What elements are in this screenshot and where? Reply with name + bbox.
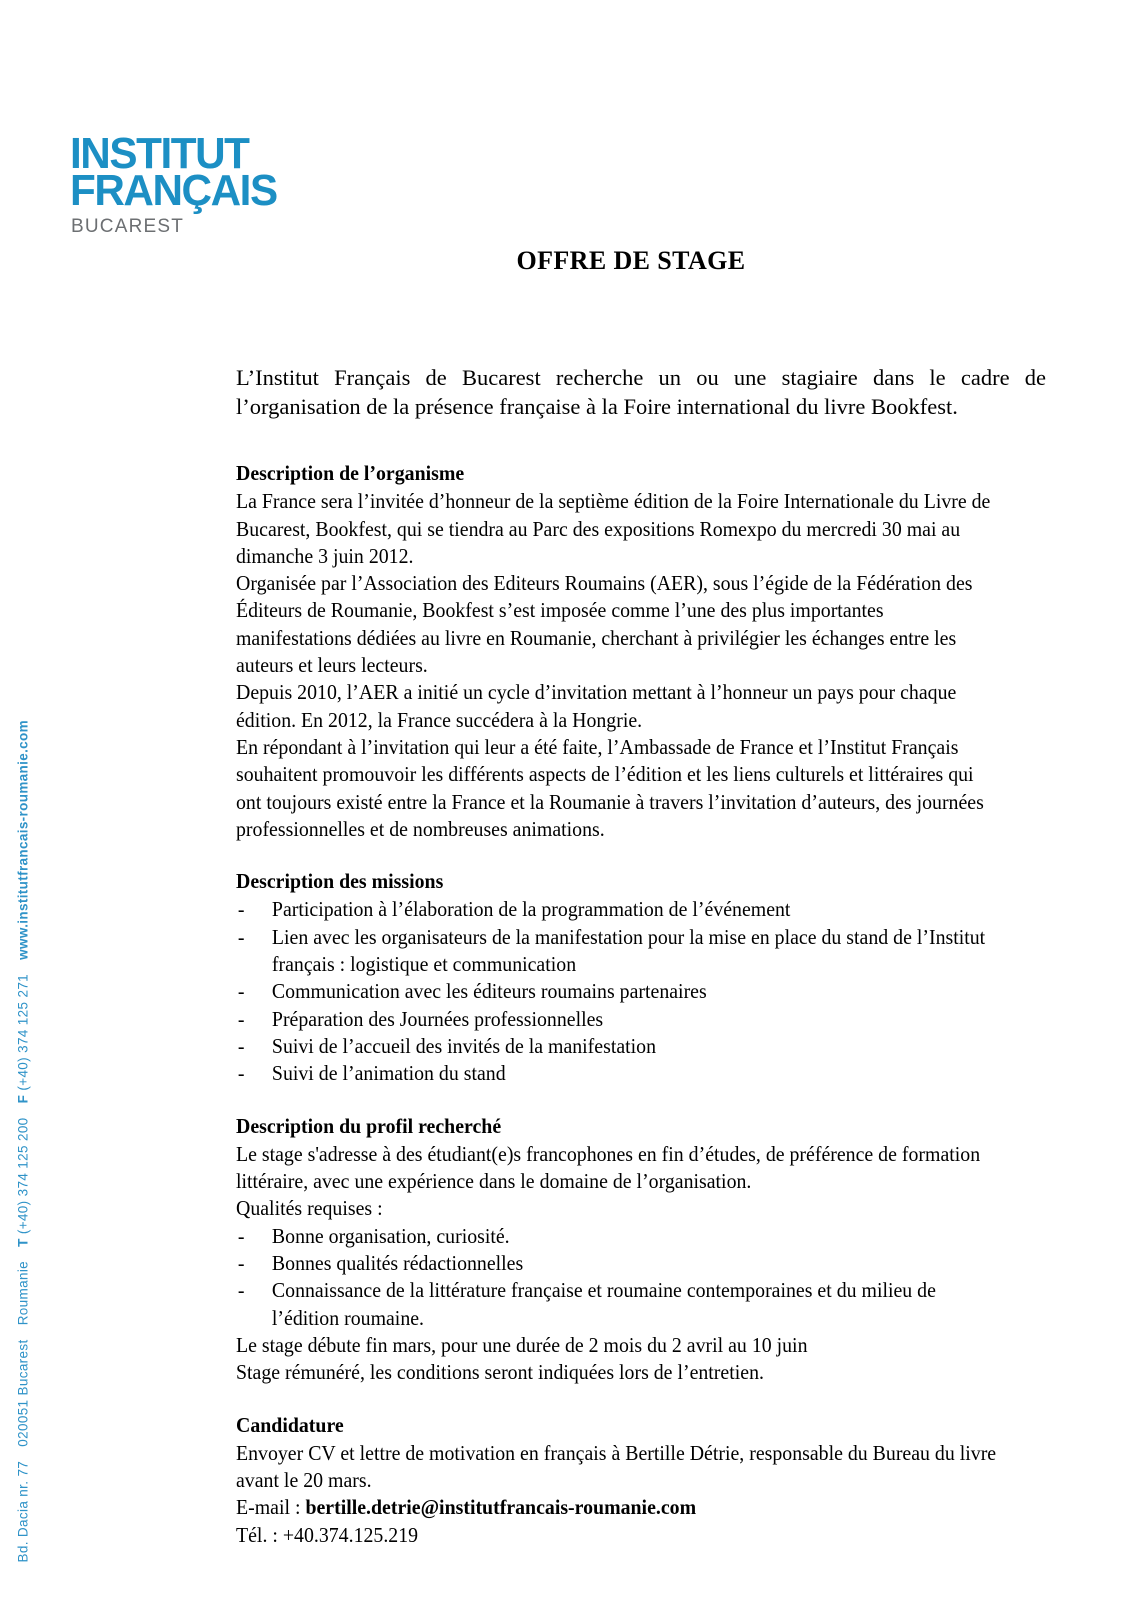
sidebar-postal-city: 020051 Bucarest: [15, 1338, 31, 1447]
section-heading-candidature: Candidature: [236, 1412, 344, 1437]
list-item-text: Participation à l’élaboration de la programmation de l’événement: [271, 897, 791, 922]
list-item: [236, 1223, 1003, 1250]
sidebar-contact-strip: [0, 0, 64, 1600]
sidebar-address: Bd. Dacia nr. 77: [15, 1460, 31, 1562]
list-item: [236, 1060, 1003, 1087]
logo-line-francais: FRANÇAIS: [70, 166, 277, 216]
email-label: E-mail :: [236, 1495, 306, 1520]
page-title: OFFRE DE STAGE: [516, 246, 746, 275]
list-item-text: Suivi de l’animation du stand: [271, 1061, 506, 1086]
section-spacer: [236, 1088, 1003, 1113]
list-item-text: Connaissance de la littérature française et roumaine contemporaines et du milieu de l’édition roumaine.: [271, 1278, 936, 1330]
list-item-text: Lien avec les organisateurs de la manifestation pour la mise en place du stand de l’Institut français : logistique et communication: [271, 924, 986, 977]
sidebar-country: Roumanie: [15, 1260, 31, 1325]
candidature-paragraph: Envoyer CV et lettre de motivation en français à Bertille Détrie, responsable du Bureau du livre avant le 20 mars.: [236, 1440, 997, 1493]
dash-bullet-icon: -: [237, 1061, 245, 1086]
section-spacer: [236, 843, 1003, 868]
dash-bullet-icon: -: [237, 897, 245, 922]
logo-subtitle-bucarest: BUCAREST: [71, 216, 185, 238]
list-item: [236, 1277, 1003, 1332]
list-item-text: Communication avec les éditeurs roumains partenaires: [271, 979, 707, 1004]
sidebar-tel-label: T: [15, 1237, 31, 1247]
document-sections: [236, 460, 1003, 1549]
sidebar-fax-value: (+40) 374 125 271: [15, 973, 31, 1091]
dash-bullet-icon: -: [237, 1006, 245, 1031]
section-heading-missions: Description des missions: [236, 869, 444, 894]
qualites-label: Qualités requises :: [236, 1196, 383, 1221]
sidebar-contact-text: [17, 720, 31, 1563]
phone-line: Tél. : +40.374.125.219: [236, 1522, 419, 1547]
list-item: [236, 1250, 1003, 1277]
organisme-paragraph: Organisée par l’Association des Editeurs Roumains (AER), sous l’égide de la Fédération des Éditeurs de Roumanie, Bookfest s’est imposée comme l’une des plus importantes manifestations dédiées au livre en Roumanie, cherchant à privilégier les échanges entre les auteurs et leurs lecteurs.: [236, 571, 973, 678]
organisme-paragraph: En répondant à l’invitation qui leur a été faite, l’Ambassade de France et l’Institut Français souhaitent promouvoir les différents aspects de l’édition et les liens culturels et littéraires qui ont toujours existé entre la France et la Roumanie à travers l’invitation d’auteurs, des journées professionnelles et de nombreuses animations.: [236, 734, 984, 841]
email-address[interactable]: bertille.detrie@institutfrancais-roumanie.com: [305, 1495, 697, 1520]
dash-bullet-icon: -: [237, 1278, 245, 1303]
dash-bullet-icon: -: [237, 1251, 245, 1276]
profil-paragraph: Le stage s'adresse à des étudiant(e)s francophones en fin d’études, de préférence de formation littéraire, avec une expérience dans le domaine de l’organisation.: [236, 1141, 981, 1194]
profil-paragraph: Stage rémunéré, les conditions seront indiquées lors de l’entretien.: [236, 1360, 764, 1385]
institut-francais-logo: [70, 129, 330, 238]
list-item: [236, 1033, 1003, 1060]
sidebar-website[interactable]: www.institutfrancais-roumanie.com: [15, 719, 31, 960]
list-item: [236, 978, 1003, 1005]
list-item: [236, 1006, 1003, 1033]
sidebar-fax-label: F: [15, 1094, 31, 1103]
list-item-text: Suivi de l’accueil des invités de la manifestation: [271, 1033, 657, 1058]
section-heading-organisme: Description de l’organisme: [236, 461, 465, 485]
intro-paragraph: L’Institut Français de Bucarest recherche un ou une stagiaire dans le cadre de l’organisation de la présence française à la Foire international du livre Bookfest.: [236, 364, 1046, 420]
list-item-text: Bonne organisation, curiosité.: [271, 1223, 510, 1248]
missions-list: [236, 896, 1003, 1087]
organisme-paragraph: La France sera l’invitée d’honneur de la septième édition de la Foire Internationale du Livre de Bucarest, Bookfest, qui se tiendra au Parc des expositions Romexpo du mercredi 30 mai au dimanche 3 juin 2012.: [236, 489, 991, 568]
dash-bullet-icon: -: [237, 924, 245, 949]
list-item: [236, 896, 1003, 923]
qualites-list: [236, 1223, 1003, 1332]
list-item: [236, 924, 1003, 979]
section-spacer: [236, 1387, 1003, 1412]
profil-paragraph: Le stage débute fin mars, pour une durée de 2 mois du 2 avril au 10 juin: [236, 1332, 808, 1357]
organisme-paragraph: Depuis 2010, l’AER a initié un cycle d’invitation mettant à l’honneur un pays pour chaque édition. En 2012, la France succédera à la Hongrie.: [236, 680, 957, 732]
dash-bullet-icon: -: [237, 1223, 245, 1248]
dash-bullet-icon: -: [237, 1033, 245, 1058]
dash-bullet-icon: -: [237, 979, 245, 1004]
list-item-text: Bonnes qualités rédactionnelles: [271, 1251, 524, 1276]
email-line: [236, 1494, 1003, 1521]
sidebar-tel-value: (+40) 374 125 200: [15, 1116, 31, 1234]
logo-line-institut: INSTITUT: [70, 129, 249, 178]
section-heading-profil: Description du profil recherché: [236, 1113, 502, 1138]
list-item-text: Préparation des Journées professionnelles: [271, 1006, 604, 1031]
